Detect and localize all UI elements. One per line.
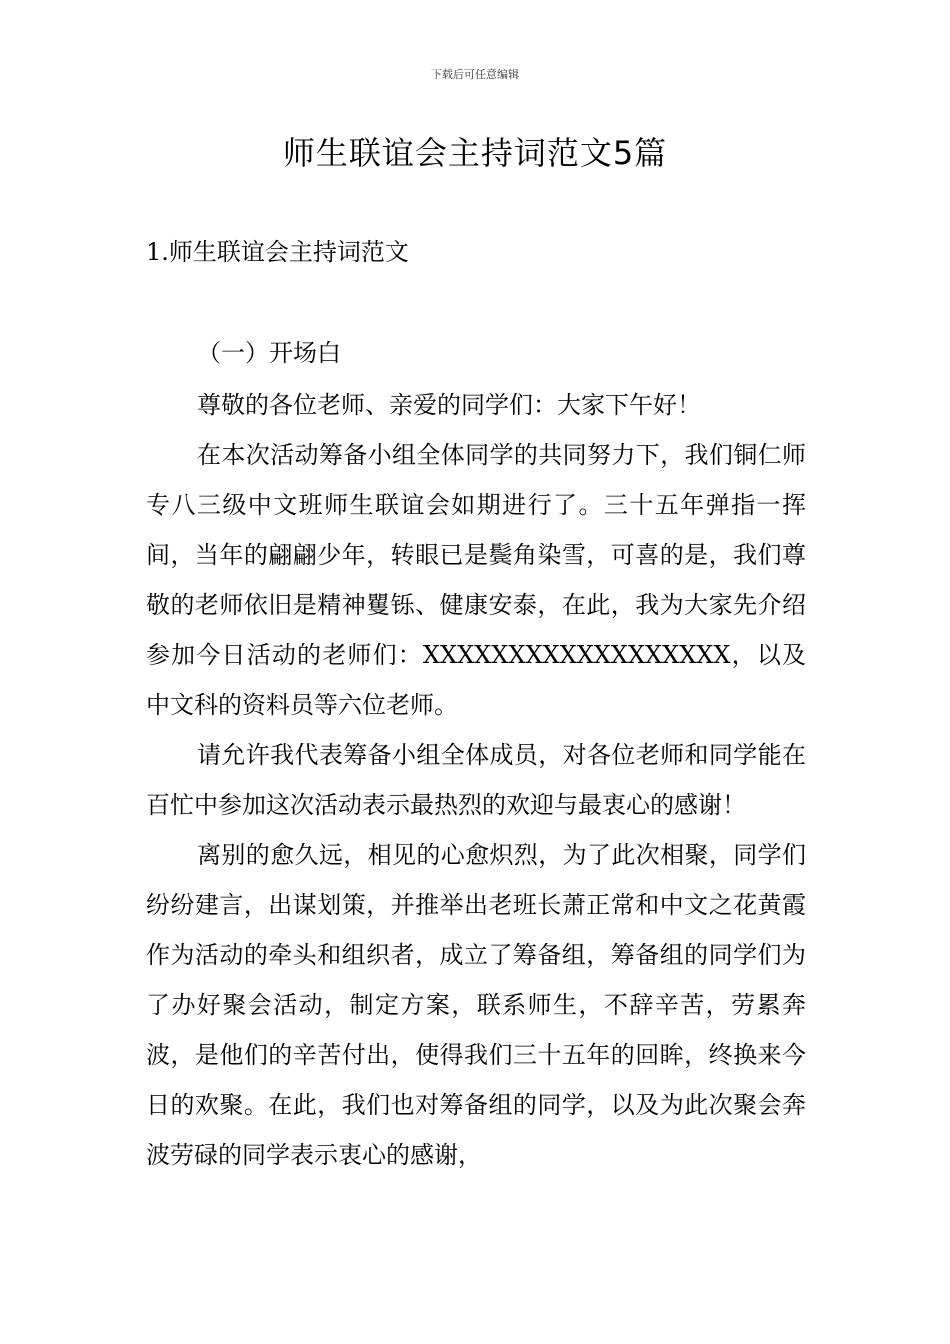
paragraph: 在本次活动筹备小组全体同学的共同努力下，我们铜仁师专八三级中文班师生联谊会如期进行了。三十五年弹指一挥间，当年的翩翩少年，转眼已是鬓角染雪，可喜的是，我们尊敬的老师依旧是精神矍铄、健康安泰，在此，我为大家先介绍参加今日活动的老师们：XXXXXXXXXXXXXXXXXX，以及中文科的资料员等六位老师。 xyxy=(146,441,806,719)
sub-heading: （一）开场白 xyxy=(197,339,341,367)
document-title: 师生联谊会主持词范文5篇 xyxy=(282,134,668,172)
body-text xyxy=(146,380,806,1180)
section-heading: 1.师生联谊会主持词范文 xyxy=(146,238,409,266)
paragraph: 离别的愈久远，相见的心愈炽烈，为了此次相聚，同学们纷纷建言，出谋划策，并推举出老班长萧正常和中文之花黄霞作为活动的牵头和组织者，成立了筹备组，筹备组的同学们为了办好聚会活动，制定方案，联系师生，不辞辛苦，劳累奔波，是他们的辛苦付出，使得我们三十五年的回眸，终换来今日的欢聚。在此，我们也对筹备组的同学，以及为此次聚会奔波劳碌的同学表示衷心的感谢， xyxy=(146,841,806,1169)
paragraph: 尊敬的各位老师、亲爱的同学们：大家下午好！ xyxy=(197,391,701,419)
paragraph: 请允许我代表筹备小组全体成员，对各位老师和同学能在百忙中参加这次活动表示最热烈的欢迎与最衷心的感谢！ xyxy=(146,741,806,819)
header-note: 下载后可任意编辑 xyxy=(431,68,519,81)
